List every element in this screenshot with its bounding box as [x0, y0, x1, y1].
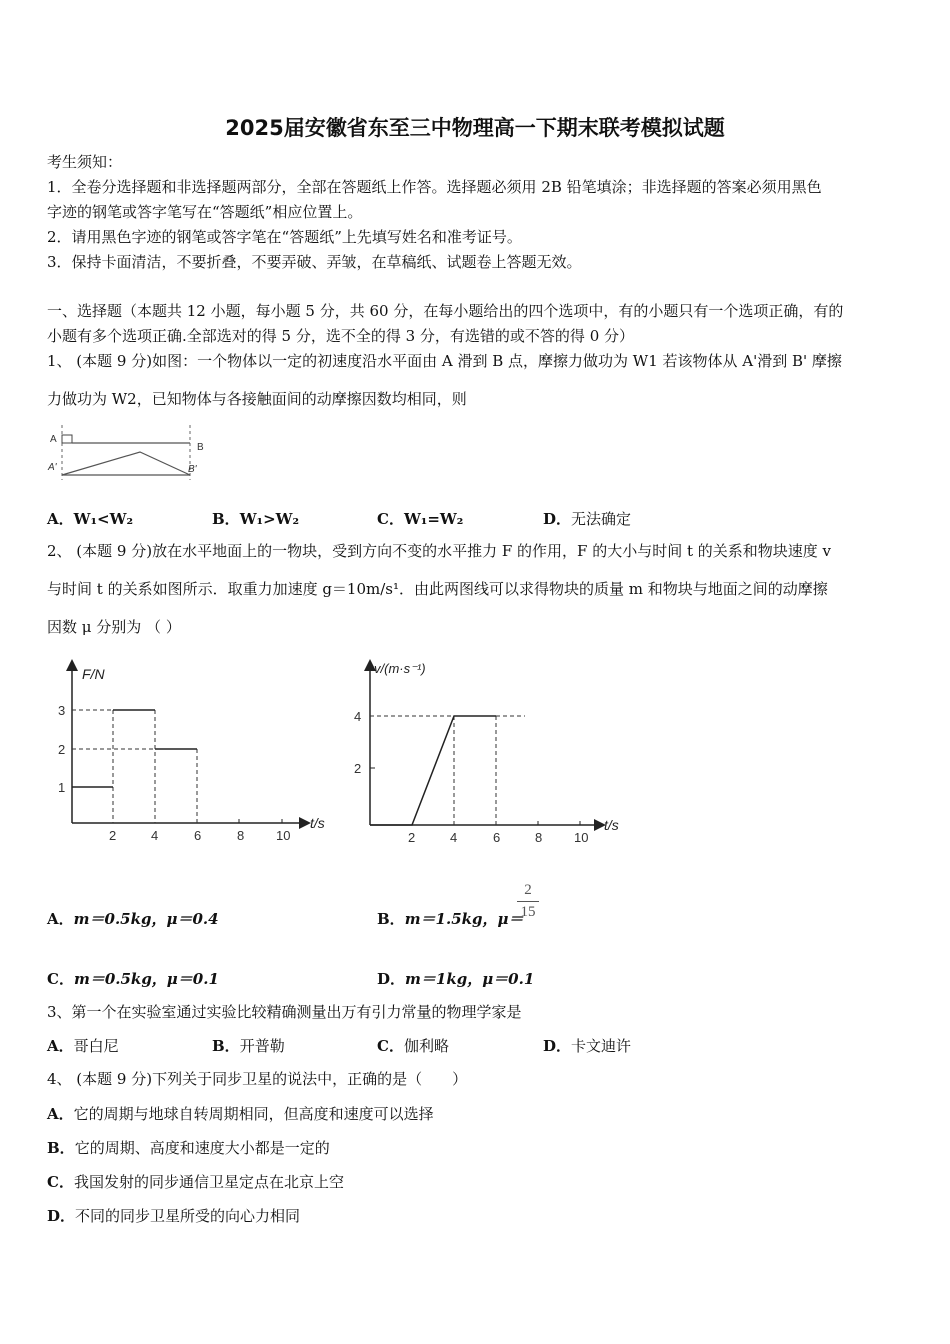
option-label: B． — [47, 1139, 75, 1157]
q4-option-a[interactable] — [47, 1103, 434, 1124]
svg-text:6: 6 — [493, 830, 501, 845]
option-text: 它的周期、高度和速度大小都是一定的 — [74, 1139, 330, 1157]
svg-text:4: 4 — [354, 709, 362, 724]
option-label: D． — [543, 510, 572, 528]
option-text: m＝0.5kg，μ＝0.4 — [73, 910, 219, 928]
option-label: A． — [47, 1105, 74, 1123]
q2-stem-cont: 与时间 t 的关系如图所示．取重力加速度 g＝10m/s¹．由此两图线可以求得物块的质量 m 和物块与地面之间的动摩擦 — [47, 580, 828, 598]
q1-option-d[interactable] — [543, 508, 631, 529]
svg-text:2: 2 — [354, 761, 362, 776]
svg-text:F/N: F/N — [82, 666, 105, 682]
q4-stem: 4、 (本题 9 分)下列关于同步卫星的说法中，正确的是（ ） — [47, 1070, 468, 1088]
option-label: A． — [47, 510, 74, 528]
force-time-chart — [40, 655, 340, 850]
notice-item-2: 2．请用黑色字迹的钢笔或答字笔在“答题纸”上先填写姓名和准考证号。 — [47, 228, 522, 246]
svg-text:8: 8 — [237, 828, 245, 843]
q3-option-d[interactable] — [543, 1035, 631, 1056]
q1-option-c[interactable] — [377, 508, 463, 529]
svg-text:1: 1 — [58, 780, 66, 795]
svg-text:10: 10 — [574, 830, 589, 845]
fraction-2-15 — [517, 882, 539, 921]
option-label: A． — [47, 910, 74, 928]
option-text: m＝1.5kg，μ＝ — [404, 910, 524, 928]
q2-option-b[interactable] — [377, 908, 524, 929]
option-text: 哥白尼 — [73, 1037, 119, 1055]
option-text: 伽利略 — [403, 1037, 449, 1055]
notice-item-1-cont: 字迹的钢笔或答字笔写在“答题纸”相应位置上。 — [47, 203, 363, 221]
q2-option-c[interactable] — [47, 968, 219, 989]
q3-option-c[interactable] — [377, 1035, 449, 1056]
q3-stem: 3、第一个在实验室通过实验比较精确测量出万有引力常量的物理学家是 — [47, 1003, 522, 1021]
q4-option-c[interactable] — [47, 1171, 344, 1192]
section-heading: 一、选择题（本题共 12 小题，每小题 5 分，共 60 分，在每小题给出的四个选项中，有的小题只有一个选项正确，有的 — [47, 302, 844, 320]
option-text: W₁=W₂ — [403, 510, 464, 528]
svg-text:6: 6 — [194, 828, 202, 843]
q3-option-b[interactable] — [212, 1035, 285, 1056]
section-heading-cont: 小题有多个选项正确.全部选对的得 5 分，选不全的得 3 分，有选错的或不答的得 0 分） — [47, 327, 635, 345]
option-label: C． — [377, 510, 404, 528]
q1-figure — [40, 420, 220, 490]
q1-stem-cont: 力做功为 W2，已知物体与各接触面间的动摩擦因数均相同，则 — [47, 390, 467, 408]
q2-option-d[interactable] — [377, 968, 534, 989]
option-text: 开普勒 — [239, 1037, 285, 1055]
svg-text:t/s: t/s — [310, 815, 325, 831]
q1-option-b[interactable] — [212, 508, 299, 529]
notice-item-3: 3．保持卡面清洁，不要折叠，不要弄破、弄皱，在草稿纸、试题卷上答题无效。 — [47, 253, 582, 271]
q4-option-b[interactable] — [47, 1137, 330, 1158]
q1-option-a[interactable] — [47, 508, 133, 529]
notice-heading: 考生须知： — [47, 153, 123, 171]
option-text: 它的周期与地球自转周期相同，但高度和速度可以选择 — [73, 1105, 434, 1123]
option-label: B． — [377, 910, 405, 928]
label-a-prime: A' — [48, 462, 57, 473]
q4-option-d[interactable] — [47, 1205, 300, 1226]
svg-text:4: 4 — [450, 830, 458, 845]
option-label: C． — [47, 1173, 74, 1191]
page-title: 2025届安徽省东至三中物理高一下期末联考模拟试题 — [225, 116, 725, 140]
svg-text:10: 10 — [276, 828, 291, 843]
label-b-prime: B' — [188, 464, 197, 475]
svg-text:8: 8 — [535, 830, 543, 845]
svg-text:t/s: t/s — [604, 817, 619, 833]
svg-text:4: 4 — [151, 828, 159, 843]
option-label: B． — [212, 510, 240, 528]
option-text: W₁<W₂ — [73, 510, 134, 528]
q1-stem: 1、 (本题 9 分)如图：一个物体以一定的初速度沿水平面由 A 滑到 B 点，摩擦力做功为 W1 若该物体从 A'滑到 B' 摩擦 — [47, 352, 842, 370]
option-text: m＝1kg，μ＝0.1 — [405, 970, 535, 988]
option-text: 我国发射的同步通信卫星定点在北京上空 — [73, 1173, 344, 1191]
option-label: A． — [47, 1037, 74, 1055]
option-text: m＝0.5kg，μ＝0.1 — [73, 970, 219, 988]
option-label: B． — [212, 1037, 240, 1055]
q2-stem-cont-2: 因数 μ 分别为 （ ） — [47, 618, 181, 636]
option-label: D． — [543, 1037, 572, 1055]
svg-text:v/(m·s⁻¹): v/(m·s⁻¹) — [374, 661, 426, 676]
option-label: C． — [47, 970, 74, 988]
option-text: W₁>W₂ — [239, 510, 300, 528]
option-label: D． — [47, 1207, 76, 1225]
svg-text:3: 3 — [58, 703, 66, 718]
svg-text:2: 2 — [109, 828, 117, 843]
option-label: D． — [377, 970, 406, 988]
svg-text:2: 2 — [58, 742, 66, 757]
q2-stem: 2、 (本题 9 分)放在水平地面上的一物块，受到方向不变的水平推力 F 的作用，F 的大小与时间 t 的关系和物块速度 v — [47, 542, 832, 560]
option-text: 卡文迪许 — [571, 1037, 632, 1055]
q2-option-a[interactable] — [47, 908, 219, 929]
option-label: C． — [377, 1037, 404, 1055]
label-a: A — [50, 434, 57, 445]
q3-option-a[interactable] — [47, 1035, 119, 1056]
notice-item-1: 1．全卷分选择题和非选择题两部分，全部在答题纸上作答。选择题必须用 2B 铅笔填涂；非选择题的答案必须用黑色 — [47, 178, 822, 196]
fraction-denominator: 15 — [520, 904, 536, 920]
option-text: 不同的同步卫星所受的向心力相同 — [75, 1207, 301, 1225]
velocity-time-chart — [330, 655, 640, 850]
option-text: 无法确定 — [571, 510, 632, 528]
label-b: B — [197, 442, 204, 453]
svg-text:2: 2 — [408, 830, 416, 845]
fraction-numerator: 2 — [524, 882, 532, 898]
